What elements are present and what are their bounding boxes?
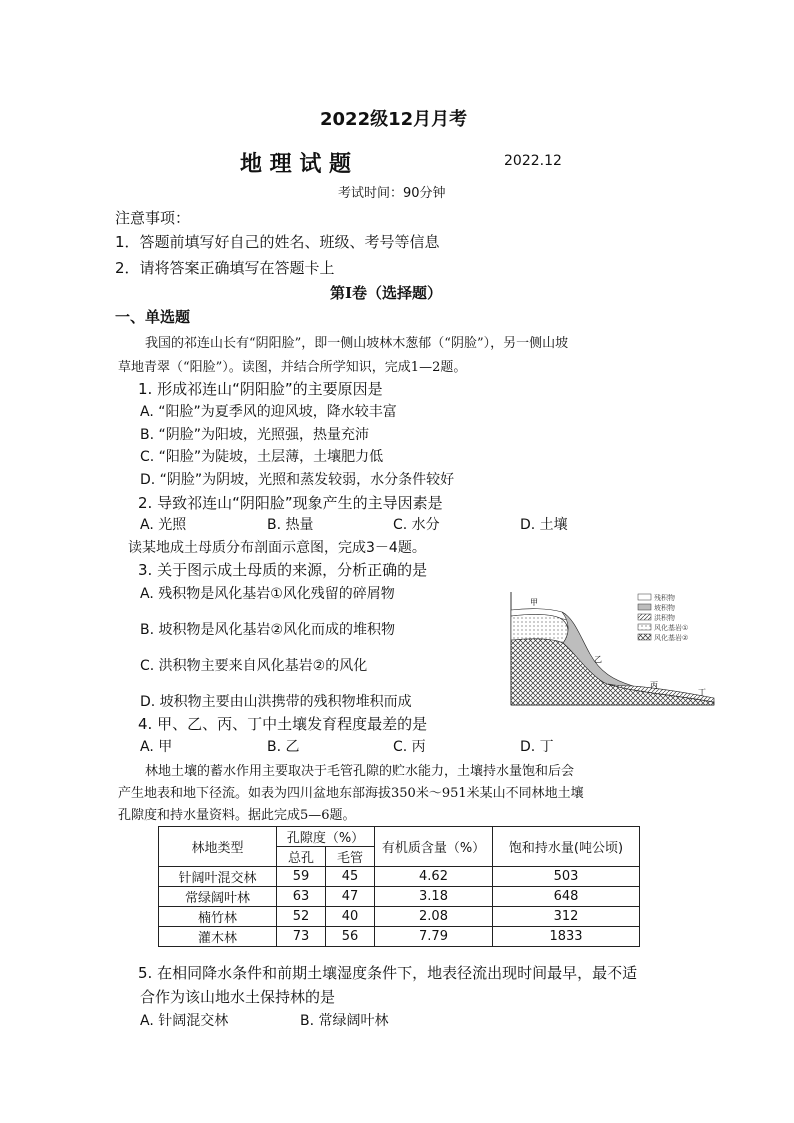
passage3-line2: 产生地表和地下径流。如表为四川盆地东部海拔350米～951米某山不同林地土壤 xyxy=(118,786,584,801)
q1-option-a: A. “阳脸”为夏季风的迎风坡，降水较丰富 xyxy=(140,404,397,420)
bedrock-1-layer xyxy=(511,614,568,643)
table-cell: 楠竹林 xyxy=(159,907,277,927)
note-item: 1．答题前填写好自己的姓名、班级、考号等信息 xyxy=(115,233,440,251)
q1-option-d: D. “阴脸”为阴坡，光照和蒸发较弱，水分条件较好 xyxy=(140,472,455,488)
q4-option-a: A. 甲 xyxy=(140,739,173,755)
q4-option-d: D. 丁 xyxy=(520,739,554,755)
soil-profile-figure xyxy=(508,588,716,708)
table-cell: 63 xyxy=(277,887,326,907)
q4-stem: 4. 甲、乙、丙、丁中土壤发育程度最差的是 xyxy=(138,715,428,733)
table-header-total: 总孔 xyxy=(277,847,326,867)
q5-stem-line2: 合作为该山地水土保持林的是 xyxy=(140,988,336,1006)
table-cell: 1833 xyxy=(493,927,640,947)
q2-option-c: C. 水分 xyxy=(393,517,440,533)
table-header-capillary: 毛管 xyxy=(326,847,375,867)
table-row xyxy=(159,927,640,947)
legend-bedrock-2: 风化基岩② xyxy=(654,634,689,642)
legend-residual: 残积物 xyxy=(654,594,675,602)
q5-stem-line1: 5. 在相同降水条件和前期土壤湿度条件下，地表径流出现时间最早，最不适 xyxy=(138,964,638,982)
q4-option-c: C. 丙 xyxy=(393,739,426,755)
volume-title: 第Ⅰ卷（选择题） xyxy=(330,284,443,302)
table-row xyxy=(159,907,640,927)
table-header-porosity: 孔隙度（%） xyxy=(277,827,375,847)
q1-stem: 1. 形成祁连山“阴阳脸”的主要原因是 xyxy=(138,380,383,398)
figure-label-yi: 乙 xyxy=(594,655,602,664)
table-cell: 312 xyxy=(493,907,640,927)
q5-option-b: B. 常绿阔叶林 xyxy=(300,1013,389,1029)
figure-label-jia: 甲 xyxy=(530,598,538,607)
legend-alluvial: 洪积物 xyxy=(654,614,675,622)
q4-option-b: B. 乙 xyxy=(267,739,300,755)
passage3-line1: 林地土壤的蓄水作用主要取决于毛管孔隙的贮水能力，土壤持水量饱和后会 xyxy=(145,764,575,779)
q3-option-b: B. 坡积物是风化基岩②风化而成的堆积物 xyxy=(140,622,396,638)
exam-date: 2022.12 xyxy=(504,153,562,169)
table-cell: 灌木林 xyxy=(159,927,277,947)
section-title: 一、单选题 xyxy=(115,308,191,326)
legend-slope: 坡积物 xyxy=(654,604,675,612)
table-cell: 40 xyxy=(326,907,375,927)
table-cell: 常绿阔叶林 xyxy=(159,887,277,907)
notes-title: 注意事项： xyxy=(115,209,191,227)
table-cell: 503 xyxy=(493,867,640,887)
q5-option-a: A. 针阔混交林 xyxy=(140,1013,229,1029)
passage2: 读某地成土母质分布剖面示意图，完成3－4题。 xyxy=(128,540,426,556)
figure-label-bing: 丙 xyxy=(650,681,658,690)
table-row xyxy=(159,887,640,907)
table-cell: 4.62 xyxy=(375,867,493,887)
table-cell: 73 xyxy=(277,927,326,947)
exam-duration: 考试时间：90分钟 xyxy=(338,186,446,201)
q1-option-b: B. “阴脸”为阳坡，光照强，热量充沛 xyxy=(140,427,370,443)
q2-option-d: D. 土壤 xyxy=(520,517,568,533)
forest-soil-table xyxy=(158,826,640,947)
q2-option-a: A. 光照 xyxy=(140,517,187,533)
q3-option-a: A. 残积物是风化基岩①风化残留的碎屑物 xyxy=(140,586,395,602)
passage1-line1: 我国的祁连山长有“阴阳脸”，即一侧山坡林木葱郁（“阴脸”），另一侧山坡 xyxy=(145,336,569,351)
legend-bedrock-1: 风化基岩① xyxy=(654,624,689,632)
passage3-line3: 孔隙度和持水量资料。据此完成5—6题。 xyxy=(118,808,356,823)
table-header-organic: 有机质含量（%） xyxy=(375,827,493,867)
table-cell: 3.18 xyxy=(375,887,493,907)
passage1-line2: 草地青翠（“阳脸”）。读图，并结合所学知识，完成1—2题。 xyxy=(118,360,467,375)
table-cell: 45 xyxy=(326,867,375,887)
table-cell: 648 xyxy=(493,887,640,907)
table-cell: 2.08 xyxy=(375,907,493,927)
q1-option-c: C. “阳脸”为陡坡，土层薄，土壤肥力低 xyxy=(140,449,384,465)
q3-option-d: D. 坡积物主要由山洪携带的残积物堆积而成 xyxy=(140,694,412,710)
note-item: 2．请将答案正确填写在答题卡上 xyxy=(115,259,335,277)
exam-title: 2022级12月月考 xyxy=(320,109,468,130)
table-cell: 52 xyxy=(277,907,326,927)
table-cell: 59 xyxy=(277,867,326,887)
q2-option-b: B. 热量 xyxy=(267,517,314,533)
q3-option-c: C. 洪积物主要来自风化基岩②的风化 xyxy=(140,658,368,674)
table-row xyxy=(159,867,640,887)
table-cell: 47 xyxy=(326,887,375,907)
q2-stem: 2. 导致祁连山“阴阳脸”现象产生的主导因素是 xyxy=(138,494,443,512)
table-header-saturation: 饱和持水量(吨公顷) xyxy=(493,827,640,867)
figure-label-ding: 丁 xyxy=(698,688,706,697)
q3-stem: 3. 关于图示成土母质的来源，分析正确的是 xyxy=(138,561,428,579)
table-cell: 针阔叶混交林 xyxy=(159,867,277,887)
table-header-type: 林地类型 xyxy=(159,827,277,867)
table-cell: 56 xyxy=(326,927,375,947)
table-cell: 7.79 xyxy=(375,927,493,947)
subject-title: 地 理 试 题 xyxy=(240,152,351,177)
